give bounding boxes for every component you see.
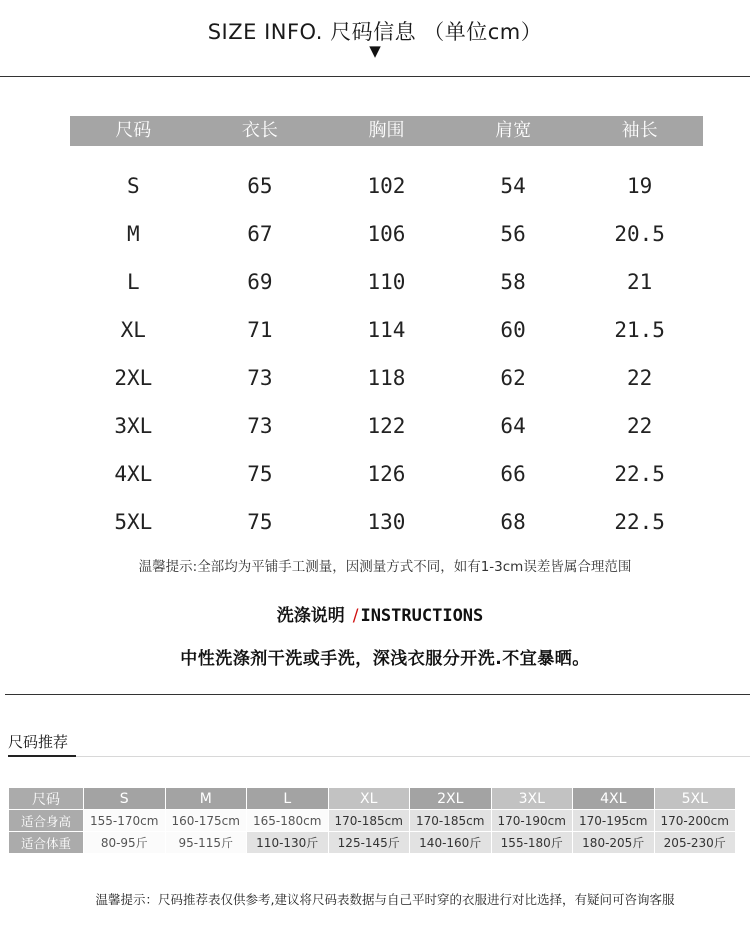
table-cell: 140-160斤 bbox=[410, 832, 491, 853]
table-cell: 155-170cm bbox=[84, 810, 165, 831]
table-cell: 73 bbox=[247, 366, 273, 390]
table-row bbox=[9, 810, 735, 831]
column-header: 胸围 bbox=[368, 120, 405, 141]
table-cell: 170-185cm bbox=[410, 810, 491, 831]
table-row bbox=[70, 162, 703, 210]
column-header: 衣长 bbox=[241, 120, 278, 141]
recommend-note: 温馨提示：尺码推荐表仅供参考,建议将尺码表数据与自己平时穿的衣服进行对比选择，有疑问可咨询客服 bbox=[95, 892, 675, 907]
column-header: 肩宽 bbox=[495, 120, 532, 141]
table-cell: 71 bbox=[247, 318, 273, 342]
instructions-heading bbox=[0, 601, 750, 626]
table-cell: L bbox=[126, 270, 140, 294]
table-cell: 205-230斤 bbox=[655, 832, 736, 853]
table-cell: 3XL bbox=[492, 788, 573, 809]
table-cell: M bbox=[126, 222, 140, 246]
table-cell: 75 bbox=[247, 510, 273, 534]
table-cell: 160-175cm bbox=[166, 810, 247, 831]
table-row bbox=[70, 210, 703, 258]
table-cell: 80-95斤 bbox=[84, 832, 165, 853]
divider bbox=[8, 756, 750, 757]
table-cell: 73 bbox=[247, 414, 273, 438]
table-row bbox=[70, 498, 703, 546]
table-row bbox=[70, 354, 703, 402]
table-cell: 102 bbox=[367, 174, 406, 198]
divider bbox=[0, 76, 750, 77]
table-cell: 170-195cm bbox=[573, 810, 654, 831]
table-cell: 尺码 bbox=[9, 788, 83, 809]
table-cell: 64 bbox=[500, 414, 526, 438]
table-cell: 67 bbox=[247, 222, 273, 246]
table-cell: 19 bbox=[627, 174, 653, 198]
table-cell: 75 bbox=[247, 462, 273, 486]
table-row bbox=[70, 450, 703, 498]
table-cell: 65 bbox=[247, 174, 273, 198]
table-cell: 114 bbox=[367, 318, 406, 342]
page-title: SIZE INFO. 尺码信息 （单位cm） bbox=[207, 20, 543, 44]
table-row bbox=[9, 788, 735, 809]
table-cell: 20.5 bbox=[614, 222, 665, 246]
table-cell: S bbox=[84, 788, 165, 809]
table-cell: 2XL bbox=[410, 788, 491, 809]
table-row bbox=[70, 306, 703, 354]
table-cell: 22 bbox=[627, 414, 653, 438]
table-cell: 66 bbox=[500, 462, 526, 486]
column-header: 尺码 bbox=[115, 120, 152, 141]
table-cell: 106 bbox=[367, 222, 406, 246]
table-cell: 110-130斤 bbox=[247, 832, 328, 853]
table-cell: 155-180斤 bbox=[492, 832, 573, 853]
table-cell: 118 bbox=[367, 366, 406, 390]
table-cell: 68 bbox=[500, 510, 526, 534]
table-cell: XL bbox=[329, 788, 410, 809]
table-cell: XL bbox=[120, 318, 146, 342]
washing-instructions: 中性洗涤剂干洗或手洗，深浅衣服分开洗.不宜暴晒。 bbox=[180, 649, 590, 669]
table-cell: 21.5 bbox=[614, 318, 665, 342]
table-cell: 2XL bbox=[114, 366, 153, 390]
size-recommend-table bbox=[8, 787, 736, 854]
table-cell: S bbox=[126, 174, 140, 198]
table-cell: 适合体重 bbox=[9, 832, 83, 853]
table-cell: 21 bbox=[627, 270, 653, 294]
table-cell: 60 bbox=[500, 318, 526, 342]
instructions-heading-cn: 洗涤说明 bbox=[276, 606, 345, 626]
measurement-note: 温馨提示:全部均为平铺手工测量，因测量方式不同，如有1-3cm误差皆属合理范围 bbox=[138, 559, 632, 575]
column-header: 袖长 bbox=[621, 120, 658, 141]
table-cell: 4XL bbox=[573, 788, 654, 809]
table-cell: 130 bbox=[367, 510, 406, 534]
recommend-title: 尺码推荐 bbox=[8, 733, 69, 751]
table-cell: 95-115斤 bbox=[166, 832, 247, 853]
table-cell: 62 bbox=[500, 366, 526, 390]
table-cell: 3XL bbox=[114, 414, 153, 438]
table-cell: 110 bbox=[367, 270, 406, 294]
size-table-body bbox=[70, 162, 703, 546]
instructions-slash: / bbox=[352, 606, 359, 626]
table-cell: M bbox=[166, 788, 247, 809]
table-cell: 125-145斤 bbox=[329, 832, 410, 853]
table-cell: 170-190cm bbox=[492, 810, 573, 831]
table-cell: 170-185cm bbox=[329, 810, 410, 831]
table-cell: 56 bbox=[500, 222, 526, 246]
instructions-heading-en: INSTRUCTIONS bbox=[360, 606, 484, 626]
table-cell: 122 bbox=[367, 414, 406, 438]
down-arrow-icon: ▼ bbox=[369, 42, 381, 60]
table-cell: 适合身高 bbox=[9, 810, 83, 831]
table-row bbox=[70, 258, 703, 306]
table-cell: 5XL bbox=[114, 510, 153, 534]
table-cell: 165-180cm bbox=[247, 810, 328, 831]
table-cell: 22.5 bbox=[614, 462, 665, 486]
table-cell: 22 bbox=[627, 366, 653, 390]
table-cell: 5XL bbox=[655, 788, 736, 809]
table-cell: 180-205斤 bbox=[573, 832, 654, 853]
size-table-header bbox=[70, 116, 703, 146]
table-cell: 126 bbox=[367, 462, 406, 486]
table-cell: 22.5 bbox=[614, 510, 665, 534]
table-cell: 4XL bbox=[114, 462, 153, 486]
table-cell: 69 bbox=[247, 270, 273, 294]
table-cell: 170-200cm bbox=[655, 810, 736, 831]
table-row bbox=[70, 402, 703, 450]
table-row bbox=[9, 832, 735, 853]
table-cell: L bbox=[247, 788, 328, 809]
table-cell: 58 bbox=[500, 270, 526, 294]
divider bbox=[5, 694, 750, 695]
table-cell: 54 bbox=[500, 174, 526, 198]
title-underline bbox=[8, 755, 76, 757]
